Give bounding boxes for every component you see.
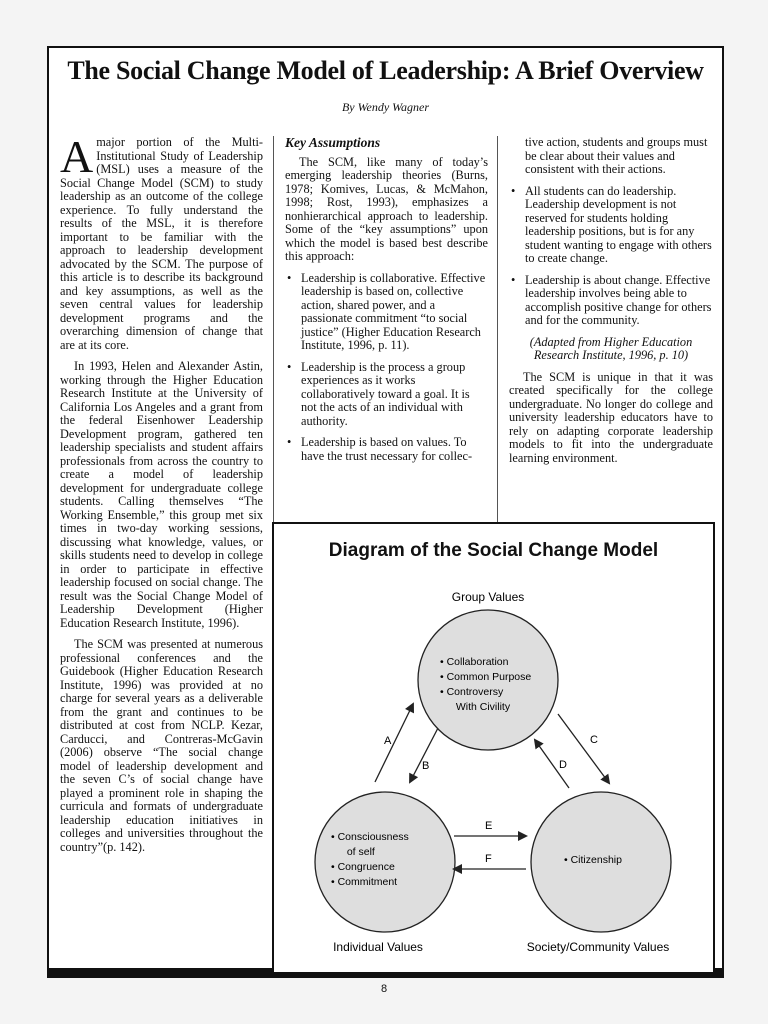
column-2: [285, 136, 488, 471]
individual-item: • Consciousness: [331, 831, 409, 843]
group-item: • Collaboration: [440, 656, 509, 668]
column-3: [509, 136, 713, 473]
drop-cap: A: [60, 131, 94, 182]
list-item: • Leadership is collaborative. Effective leadership is based on, collective action, shared power, and a passionate commitment “to social justice” (Higher Education Research Institute, 1996, p. 11).: [285, 272, 488, 353]
list-item: • Leadership is the process a group experiences as it works collaboratively toward a goal. It is not the acts of an individual with authority.: [285, 361, 488, 429]
unique-paragraph: The SCM is unique in that it was created specifically for the college undergraduate. No longer do college and university leadership educators have to rely on adapting corporate leadership models to fit into the undergraduate learning environment.: [509, 369, 713, 465]
arrow-label-c: C: [590, 734, 598, 746]
continued-bullet: tive action, students and groups must be clear about their values and consistent with their actions.: [525, 135, 708, 176]
arrow-label-d: D: [559, 759, 567, 771]
assumptions-list-cont: [509, 185, 713, 328]
column-1: [60, 131, 263, 862]
arrow-c: [558, 714, 609, 783]
group-item: • Common Purpose: [440, 671, 532, 683]
group-values-label: Group Values: [451, 590, 525, 604]
column-rule-1: [273, 136, 274, 522]
history-paragraph: In 1993, Helen and Alexander Astin, working through the Higher Education Research Institute at the University of California Los Angeles and a grant from the federal Eisenhower Leadership Development program, gathered ten leadership specialists and student affairs professionals from across the country to create a model of leadership development for undergraduate college students. Calling themselves “The Working Ensemble,” this group met six times in two-day working sessions, discussing what knowledge, values, or skills students need to develop in college in order to participate in effective leadership focused on social change. The result was the Social Change Model of Leadership Development (Higher Education Research Institute, 1996).: [60, 359, 263, 630]
list-item: • Leadership is based on values. To have the trust necessary for collec-: [285, 436, 488, 463]
individual-item: • Congruence: [331, 861, 395, 873]
article-title: The Social Change Model of Leadership: A Brief Overview: [67, 56, 704, 85]
arrow-b: [410, 728, 438, 782]
individual-item: • Commitment: [331, 876, 398, 888]
group-item: • Controversy: [440, 686, 504, 698]
arrow-label-a: A: [384, 735, 392, 747]
society-item: • Citizenship: [564, 854, 622, 866]
diagram-title: Diagram of the Social Change Model: [328, 540, 659, 561]
column-rule-2: [497, 136, 498, 522]
society-values-label: Society/Community Values: [526, 940, 670, 954]
individual-item: of self: [341, 846, 375, 858]
arrow-label-b: B: [422, 760, 430, 772]
list-item: • Leadership is about change. Effective leadership involves being able to accomplish positive change for others and for the community.: [509, 274, 713, 328]
citation: (Adapted from Higher Education Research Institute, 1996, p. 10): [529, 334, 693, 362]
individual-values-label: Individual Values: [333, 940, 423, 954]
dissemination-paragraph: The SCM was presented at numerous professional conferences and the Guidebook (Higher Education Research Institute, 1996) was provided at no charge for several years as a deliverable from the grant and continues to be distributed at cost from NCLP. Kezar, Carducci, and Contreras-McGavin (2006) observe “The social change model of leadership development and the seven C’s of social change have played a prominent role in shaping the curricula and formats of undergraduate leadership education initiatives in colleges and universities throughout the country”(p. 142).: [60, 637, 263, 854]
page-number: 8: [380, 983, 388, 995]
arrow-label-f: F: [485, 853, 492, 865]
assumptions-intro: The SCM, like many of today’s emerging leadership theories (Burns, 1978; Komives, Lucas, & McMahon, 1998; Rost, 1993), emphasizes a nonhierarchical approach to leadership. Some of the “key assumptions” upon which the model is based best describe this approach:: [285, 154, 488, 263]
group-item: With Civility: [450, 701, 511, 713]
byline: By Wendy Wagner: [341, 100, 430, 114]
arrow-a: [375, 704, 413, 782]
scm-diagram: [272, 522, 715, 972]
arrow-label-e: E: [485, 820, 493, 832]
key-assumptions-heading: Key Assumptions: [285, 135, 381, 150]
list-item: • All students can do leadership. Leadership development is not reserved for students holding leadership positions, but is for any student wanting to engage with others to create change.: [509, 185, 713, 266]
intro-paragraph: Amajor portion of the Multi-Institutional Study of Leadership (MSL) uses a measure of the Social Change Model (SCM) to study leadership as an outcome of the college experience. To fully understand the results of the MSL, it is therefore important to be familiar with the approach to leadership development advocated by the SCM. The purpose of this article is to describe its background and key assumptions, as well as the seven central values for leadership development programs and the overarching dimension of change that are at its core.: [60, 131, 263, 352]
assumptions-list: [285, 272, 488, 464]
diagram-svg: [274, 524, 713, 970]
